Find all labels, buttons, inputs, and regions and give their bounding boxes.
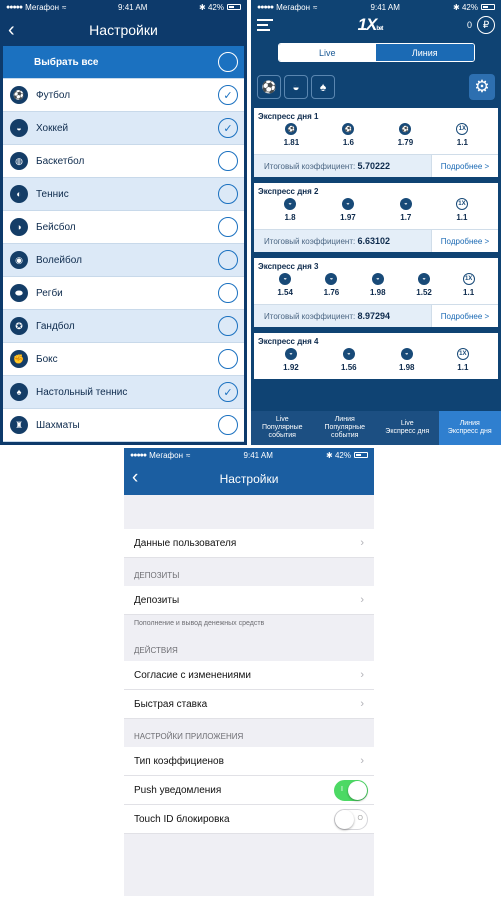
top-bar bbox=[251, 14, 501, 36]
odd-item bbox=[370, 273, 386, 304]
express-title: Экспресс дня 1 bbox=[258, 112, 319, 121]
sport-label: Баскетбол bbox=[36, 155, 85, 167]
bluetooth-icon: ✱ bbox=[453, 2, 460, 12]
odd-value: 1.1 bbox=[456, 213, 468, 222]
status-bar bbox=[0, 0, 247, 14]
hockey-icon: ◒ bbox=[342, 198, 354, 210]
odd-item bbox=[341, 348, 357, 379]
bluetooth-icon: ✱ bbox=[326, 450, 333, 460]
express-card[interactable] bbox=[254, 108, 498, 177]
odd-value: 1.79 bbox=[397, 138, 414, 147]
hockey-icon: ◒ bbox=[325, 273, 337, 285]
football-icon: ⚽ bbox=[10, 86, 28, 104]
odd-item bbox=[456, 123, 468, 154]
gear-icon[interactable]: ⚙ bbox=[469, 74, 495, 100]
touch-id-toggle[interactable]: O bbox=[334, 809, 368, 830]
basketball-icon: ◍ bbox=[10, 152, 28, 170]
touch-id-row bbox=[124, 805, 374, 834]
football-icon: ⚽ bbox=[285, 123, 297, 135]
signal-icon: ●●●●● bbox=[130, 451, 147, 459]
football-filter-icon[interactable]: ⚽ bbox=[257, 75, 281, 99]
battery-icon bbox=[227, 4, 241, 10]
sport-label: Гандбол bbox=[36, 320, 75, 332]
express-list bbox=[254, 108, 498, 385]
select-all-checkbox[interactable] bbox=[218, 52, 238, 72]
deposits-footnote: Пополнение и вывод денежных средств bbox=[134, 620, 265, 627]
signal-icon: ●●●●● bbox=[6, 3, 23, 11]
hockey-icon: ◒ bbox=[10, 119, 28, 137]
total-value: 5.70222 bbox=[357, 161, 390, 171]
sports-list bbox=[3, 46, 244, 442]
sport-checkbox[interactable] bbox=[218, 250, 238, 270]
odd-value: 1.92 bbox=[283, 363, 299, 372]
header bbox=[124, 448, 374, 495]
bottom-tab[interactable] bbox=[314, 411, 377, 445]
express-screen bbox=[251, 0, 501, 445]
sport-row[interactable] bbox=[3, 244, 244, 277]
push-label: Push уведомления bbox=[134, 784, 222, 796]
tab-live[interactable]: Live bbox=[279, 44, 377, 61]
odd-value: 1.97 bbox=[340, 213, 356, 222]
sport-checkbox[interactable]: ✓ bbox=[218, 118, 238, 138]
football-icon: ⚽ bbox=[342, 123, 354, 135]
total-value: 6.63102 bbox=[357, 236, 390, 246]
tab-line-2: Популярные bbox=[261, 424, 303, 431]
odd-item bbox=[399, 348, 415, 379]
sport-label: Бейсбол bbox=[36, 221, 76, 233]
total-coefficient bbox=[254, 236, 431, 246]
odd-item bbox=[340, 198, 356, 229]
deposits-label: Депозиты bbox=[134, 594, 180, 606]
odds-row bbox=[254, 348, 498, 379]
wifi-icon: ≈ bbox=[312, 2, 318, 12]
tab-line-2: Экспресс дня bbox=[447, 428, 492, 435]
user-data-row[interactable] bbox=[124, 529, 374, 558]
tab-line-3: события bbox=[331, 432, 359, 439]
express-title: Экспресс дня 3 bbox=[258, 262, 319, 271]
odd-item bbox=[457, 348, 469, 379]
menu-icon[interactable] bbox=[257, 19, 273, 31]
total-coefficient bbox=[254, 161, 431, 171]
odd-value: 1.54 bbox=[277, 288, 293, 297]
sport-checkbox[interactable] bbox=[218, 184, 238, 204]
tab-line-2: Популярные bbox=[324, 424, 366, 431]
odd-item bbox=[398, 123, 414, 154]
quick-bet-row[interactable] bbox=[124, 690, 374, 719]
express-card[interactable] bbox=[254, 258, 498, 327]
odds-type-label: Тип коэффициенов bbox=[134, 755, 224, 767]
total-row bbox=[254, 304, 498, 327]
sport-label: Шахматы bbox=[36, 419, 80, 431]
total-row bbox=[254, 229, 498, 252]
table-tennis-filter-icon[interactable]: ♠ bbox=[311, 75, 335, 99]
sport-row[interactable] bbox=[3, 79, 244, 112]
wifi-icon: ≈ bbox=[185, 450, 191, 460]
chevron-right-icon: › bbox=[360, 594, 364, 606]
odd-value: 1.7 bbox=[400, 213, 412, 222]
clock: 9:41 AM bbox=[118, 2, 148, 12]
battery-percent: 42% bbox=[334, 450, 351, 460]
odd-item bbox=[463, 273, 475, 304]
push-row bbox=[124, 776, 374, 805]
odd-value: 1.6 bbox=[342, 138, 354, 147]
live-line-switch bbox=[278, 43, 475, 62]
odd-item bbox=[456, 198, 468, 229]
hockey-icon: ◒ bbox=[279, 273, 291, 285]
odd-value: 1.1 bbox=[456, 138, 468, 147]
more-button[interactable]: Подробнее > bbox=[431, 230, 498, 252]
sport-checkbox[interactable] bbox=[218, 217, 238, 237]
total-coefficient bbox=[254, 311, 431, 321]
odd-value: 1.81 bbox=[283, 138, 300, 147]
express-title: Экспресс дня 4 bbox=[258, 337, 319, 346]
odds-row bbox=[254, 273, 498, 304]
user-data-label: Данные пользователя bbox=[134, 537, 237, 549]
clock: 9:41 AM bbox=[243, 450, 273, 460]
odd-item bbox=[400, 198, 412, 229]
sport-checkbox[interactable] bbox=[218, 415, 238, 435]
sport-checkbox[interactable] bbox=[218, 349, 238, 369]
section-header-app-settings: НАСТРОЙКИ ПРИЛОЖЕНИЯ bbox=[134, 732, 244, 741]
balance[interactable] bbox=[467, 16, 495, 34]
sport-row[interactable] bbox=[3, 376, 244, 409]
battery-icon bbox=[354, 452, 368, 458]
sport-checkbox[interactable]: ✓ bbox=[218, 85, 238, 105]
select-all-label: Выбрать все bbox=[34, 56, 99, 68]
sport-checkbox[interactable] bbox=[218, 151, 238, 171]
sport-row[interactable] bbox=[3, 343, 244, 376]
express-card[interactable] bbox=[254, 333, 498, 379]
odds-type-row[interactable] bbox=[124, 747, 374, 776]
hockey-icon: ◒ bbox=[401, 348, 413, 360]
tab-line-2: Экспресс дня bbox=[385, 428, 430, 435]
sports-settings-screen bbox=[0, 0, 247, 445]
odd-value: 1.56 bbox=[341, 363, 357, 372]
sport-row[interactable] bbox=[3, 145, 244, 178]
sport-row[interactable] bbox=[3, 211, 244, 244]
quick-bet-label: Быстрая ставка bbox=[134, 698, 208, 710]
tab-line-1: Live bbox=[275, 416, 289, 423]
total-value: 8.97294 bbox=[357, 311, 390, 321]
sport-checkbox[interactable]: ✓ bbox=[218, 382, 238, 402]
total-label: Итоговый коэффициент: bbox=[264, 312, 356, 321]
tab-line-3: события bbox=[268, 432, 296, 439]
hockey-filter-icon[interactable]: ◒ bbox=[284, 75, 308, 99]
chevron-right-icon: › bbox=[360, 537, 364, 549]
sport-row[interactable] bbox=[3, 310, 244, 343]
tab-line-1: Линия bbox=[334, 416, 355, 423]
tennis-icon: ◐ bbox=[10, 185, 28, 203]
battery-percent: 42% bbox=[461, 2, 478, 12]
bottom-tab[interactable] bbox=[439, 411, 502, 445]
deposits-row[interactable] bbox=[124, 586, 374, 615]
sport-row[interactable] bbox=[3, 409, 244, 442]
sport-filter-row bbox=[251, 70, 501, 104]
1xbet-icon: 1X bbox=[463, 273, 475, 285]
select-all-row[interactable] bbox=[3, 46, 244, 79]
handball-icon: ✪ bbox=[10, 317, 28, 335]
carrier-label: Мегафон bbox=[276, 2, 310, 12]
baseball-icon: ◑ bbox=[10, 218, 28, 236]
push-toggle[interactable]: I bbox=[334, 780, 368, 801]
chevron-right-icon: › bbox=[360, 755, 364, 767]
hockey-icon: ◒ bbox=[284, 198, 296, 210]
odd-value: 1.98 bbox=[398, 363, 415, 372]
express-title: Экспресс дня 2 bbox=[258, 187, 319, 196]
section-header-actions: ДЕЙСТВИЯ bbox=[134, 646, 178, 655]
odd-value: 1.8 bbox=[284, 213, 296, 222]
signal-icon: ●●●●● bbox=[257, 3, 274, 11]
table-tennis-icon: ♠ bbox=[10, 383, 28, 401]
chess-icon: ♜ bbox=[10, 416, 28, 434]
odd-item bbox=[324, 273, 340, 304]
sport-checkbox[interactable] bbox=[218, 316, 238, 336]
sport-label: Настольный теннис bbox=[36, 386, 128, 398]
wifi-icon: ≈ bbox=[61, 2, 67, 12]
sport-label: Регби bbox=[36, 287, 63, 299]
section-header-deposits: ДЕПОЗИТЫ bbox=[134, 571, 180, 580]
agree-changes-label: Согласие с изменениями bbox=[134, 669, 251, 681]
1xbet-icon: 1X bbox=[456, 198, 468, 210]
bottom-tab[interactable] bbox=[251, 411, 314, 445]
sport-row[interactable] bbox=[3, 178, 244, 211]
volleyball-icon: ◉ bbox=[10, 251, 28, 269]
back-arrow-icon[interactable]: ‹ bbox=[132, 467, 139, 488]
total-label: Итоговый коэффициент: bbox=[264, 162, 356, 171]
sport-row[interactable] bbox=[3, 277, 244, 310]
bottom-tab[interactable] bbox=[376, 411, 439, 445]
status-bar bbox=[124, 448, 374, 462]
balance-value: 0 bbox=[466, 20, 472, 30]
sport-label: Хоккей bbox=[36, 122, 69, 134]
boxing-glove-icon: ✊ bbox=[10, 350, 28, 368]
bluetooth-icon: ✱ bbox=[199, 2, 206, 12]
sport-label: Футбол bbox=[36, 89, 71, 101]
odd-item bbox=[284, 198, 296, 229]
clock: 9:41 AM bbox=[370, 2, 400, 12]
hockey-icon: ◒ bbox=[343, 348, 355, 360]
sport-label: Бокс bbox=[36, 353, 58, 365]
odd-value: 1.1 bbox=[457, 363, 469, 372]
odd-value: 1.98 bbox=[369, 288, 386, 297]
odd-item bbox=[277, 273, 293, 304]
nav-bar bbox=[124, 462, 374, 495]
nav-bar bbox=[0, 14, 247, 46]
odd-item bbox=[284, 123, 300, 154]
app-settings-screen bbox=[124, 448, 374, 896]
hockey-icon: ◒ bbox=[400, 198, 412, 210]
page-title: Настройки bbox=[219, 471, 279, 486]
1xbet-icon: 1X bbox=[457, 348, 469, 360]
odds-row bbox=[254, 123, 498, 154]
chevron-right-icon: › bbox=[360, 669, 364, 681]
back-arrow-icon[interactable]: ‹ bbox=[8, 19, 15, 41]
carrier-label: Мегафон bbox=[25, 2, 59, 12]
ruble-icon: ₽ bbox=[477, 16, 495, 34]
odd-item bbox=[283, 348, 299, 379]
battery-icon bbox=[481, 4, 495, 10]
agree-changes-row[interactable] bbox=[124, 661, 374, 690]
odds-row bbox=[254, 198, 498, 229]
odd-item bbox=[342, 123, 354, 154]
chevron-right-icon: › bbox=[360, 698, 364, 710]
tab-line-1: Линия bbox=[459, 420, 480, 427]
tab-line[interactable]: Линия bbox=[376, 44, 474, 61]
odd-item bbox=[416, 273, 432, 304]
sport-checkbox[interactable] bbox=[218, 283, 238, 303]
battery-percent: 42% bbox=[207, 2, 224, 12]
bottom-tab-bar bbox=[251, 411, 501, 445]
brand-logo: 1Xbet bbox=[357, 15, 383, 34]
hockey-icon: ◒ bbox=[418, 273, 430, 285]
sport-row[interactable] bbox=[3, 112, 244, 145]
total-label: Итоговый коэффициент: bbox=[264, 237, 356, 246]
football-icon: ⚽ bbox=[399, 123, 411, 135]
page-title: Настройки bbox=[89, 22, 158, 38]
sport-label: Теннис bbox=[36, 188, 69, 200]
carrier-label: Мегафон bbox=[149, 450, 183, 460]
rugby-icon: ⬬ bbox=[10, 284, 28, 302]
more-button[interactable]: Подробнее > bbox=[431, 305, 498, 327]
tab-line-1: Live bbox=[400, 420, 414, 427]
more-button[interactable]: Подробнее > bbox=[431, 155, 498, 177]
hockey-icon: ◒ bbox=[372, 273, 384, 285]
sport-label: Волейбол bbox=[36, 254, 82, 266]
1xbet-icon: 1X bbox=[456, 123, 468, 135]
total-row bbox=[254, 154, 498, 177]
odd-value: 1.1 bbox=[463, 288, 475, 297]
status-bar bbox=[251, 0, 501, 14]
hockey-icon: ◒ bbox=[285, 348, 297, 360]
express-card[interactable] bbox=[254, 183, 498, 252]
touch-id-label: Touch ID блокировка bbox=[134, 813, 230, 825]
odd-value: 1.76 bbox=[323, 288, 340, 297]
odd-value: 1.52 bbox=[416, 288, 432, 297]
